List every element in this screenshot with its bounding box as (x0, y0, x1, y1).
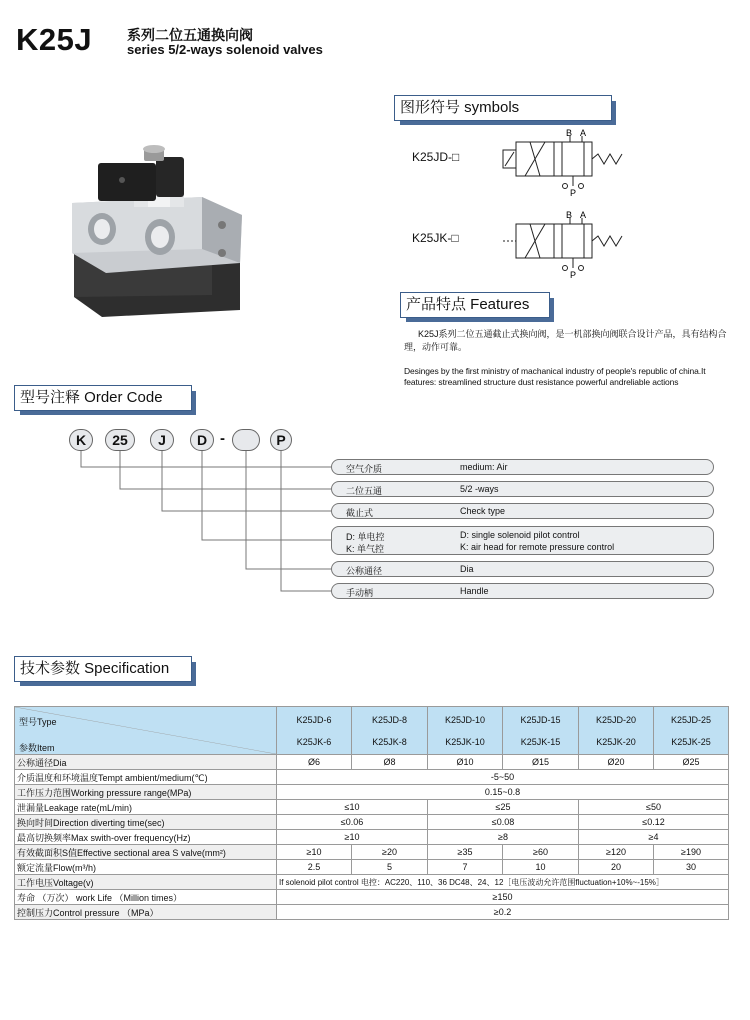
row-label: 有效截面积S值Effective sectional area S valve(mm²) (15, 845, 277, 860)
table-row (15, 890, 729, 905)
order-row-en: Handle (460, 586, 489, 596)
order-code-row-medium (331, 459, 714, 475)
table-cell: 10 (503, 860, 579, 875)
model-title: K25J (16, 22, 93, 57)
row-label: 最高切换频率Max swith-over frequency(Hz) (15, 830, 277, 845)
model-cell (503, 707, 579, 755)
table-row (15, 800, 729, 815)
order-code-row-control (331, 526, 714, 555)
order-row-cn: D: 单电控 (346, 532, 385, 542)
order-code-row-dia (331, 561, 714, 577)
row-label: 工作电压Voltage(v) (15, 875, 277, 890)
header-label-cell (15, 707, 277, 755)
order-code-25: 25 (105, 429, 135, 451)
table-row (15, 830, 729, 845)
symbol-jd-port-p: P (570, 188, 577, 198)
row-label: 泄漏量Leakage rate(mL/min) (15, 800, 277, 815)
symbol-jk-port-a: A (580, 210, 587, 220)
symbol-label-jk: K25JK-□ (412, 231, 459, 245)
header-type-label: 型号Type (19, 717, 57, 727)
table-cell: ≥4 (579, 830, 729, 845)
order-code-k: K (69, 429, 93, 451)
spec-heading: 技术参数 Specification (14, 656, 192, 682)
table-row (15, 845, 729, 860)
order-code-d: D (190, 429, 214, 451)
table-cell: ≥150 (277, 890, 729, 905)
order-row-cn: 空气介质 (346, 464, 383, 474)
table-cell: 7 (428, 860, 503, 875)
features-text-cn: K25J系列二位五通截止式换向阀，是一机部换向阀联合设计产品，具有结构合理，动作可靠。 (404, 329, 727, 352)
row-label: 公称通径Dia (15, 755, 277, 770)
model-jd: K25JD-10 (444, 714, 486, 725)
order-row-cn-2: K: 单气控 (346, 544, 385, 554)
table-cell: ≤25 (428, 800, 579, 815)
spec-heading-wrap (14, 656, 192, 682)
table-cell: ≥35 (428, 845, 503, 860)
symbol-jk-diagram (500, 210, 640, 280)
row-label: 介质温度和环境温度Tempt ambient/medium(℃) (15, 770, 277, 785)
symbol-jk-port-b: B (566, 210, 573, 220)
symbol-label-jd: K25JD-□ (412, 150, 460, 164)
table-row (15, 785, 729, 800)
table-cell: Ø6 (277, 755, 352, 770)
table-cell: Ø15 (503, 755, 579, 770)
order-code-dash: - (220, 430, 225, 447)
order-row-cn: 二位五通 (346, 486, 383, 496)
symbols-heading: 图形符号 symbols (394, 95, 612, 121)
table-cell: ≤10 (277, 800, 428, 815)
table-cell: ≤0.06 (277, 815, 428, 830)
table-cell: 0.15~0.8 (277, 785, 729, 800)
table-cell: If solenoid pilot control 电控：AC220、110、36 DC48、24、12［电压波动允许范围fluctuation+10%~-15%］ (277, 875, 729, 890)
table-cell: ≤0.08 (428, 815, 579, 830)
symbols-heading-wrap (394, 95, 612, 121)
table-cell: ≥60 (503, 845, 579, 860)
order-row-cn: 手动柄 (346, 588, 374, 598)
order-row-en: medium: Air (460, 462, 508, 472)
table-row (15, 905, 729, 920)
table-cell: 20 (579, 860, 654, 875)
specification-table (14, 706, 729, 920)
model-jk: K25JK-25 (671, 736, 711, 747)
table-cell: 30 (654, 860, 729, 875)
symbol-jd-diagram (500, 128, 640, 198)
row-label: 工作压力范围Working pressure range(MPa) (15, 785, 277, 800)
table-cell: ≥190 (654, 845, 729, 860)
symbol-jd-port-a: A (580, 128, 587, 138)
order-code-j: J (150, 429, 174, 451)
row-label: 寿命 （万次） work Life （Million times） (15, 890, 277, 905)
order-row-en: D: single solenoid pilot control (460, 530, 580, 540)
features-heading: 产品特点 Features (400, 292, 550, 318)
table-row (15, 860, 729, 875)
order-code-row-handle (331, 583, 714, 599)
table-cell: 5 (352, 860, 428, 875)
order-code-heading-wrap (14, 385, 192, 411)
row-label: 换向时间Direction diverting time(sec) (15, 815, 277, 830)
table-cell: ≥20 (352, 845, 428, 860)
symbol-jk-port-p: P (570, 270, 577, 280)
model-jd: K25JD-25 (670, 714, 712, 725)
order-row-en: Dia (460, 564, 474, 574)
model-jk: K25JK-10 (445, 736, 485, 747)
table-cell: ≥10 (277, 845, 352, 860)
order-row-cn: 公称通径 (346, 566, 383, 576)
model-cell (277, 707, 352, 755)
model-cell (654, 707, 729, 755)
order-row-en: Check type (460, 506, 506, 516)
table-cell: ≥0.2 (277, 905, 729, 920)
table-cell: -5~50 (277, 770, 729, 785)
table-cell: 2.5 (277, 860, 352, 875)
row-label: 控制压力Control pressure （MPa） (15, 905, 277, 920)
order-code-row-type (331, 503, 714, 519)
model-jd: K25JD-6 (296, 714, 332, 725)
features-heading-wrap (400, 292, 550, 318)
table-cell: ≤0.12 (579, 815, 729, 830)
title-chinese: 系列二位五通换向阀 (127, 27, 253, 43)
row-label: 额定流量Flow(m³/h) (15, 860, 277, 875)
header-item-label: 参数Item (19, 743, 55, 753)
table-cell: ≥8 (428, 830, 579, 845)
model-cell (579, 707, 654, 755)
table-row (15, 770, 729, 785)
model-cell (428, 707, 503, 755)
table-cell: Ø10 (428, 755, 503, 770)
order-row-en-2: K: air head for remote pressure control (460, 542, 615, 552)
valve-product-image (62, 145, 252, 325)
model-jk: K25JK-20 (596, 736, 636, 747)
model-jd: K25JD-8 (371, 714, 407, 725)
model-jd: K25JD-20 (595, 714, 637, 725)
model-cell (352, 707, 428, 755)
title-english: series 5/2-ways solenoid valves (127, 42, 323, 57)
order-code-dia-slot (232, 429, 260, 451)
table-cell: Ø8 (352, 755, 428, 770)
order-row-cn: 截止式 (346, 508, 374, 518)
features-text-en: Desinges by the first ministry of machanical industry of people's republic of china.It features: streamlined structure dust resistance powerful andreliable actions (404, 366, 706, 387)
symbol-jd-port-b: B (566, 128, 573, 138)
table-cell: Ø20 (579, 755, 654, 770)
order-code-heading: 型号注释 Order Code (14, 385, 192, 411)
model-jk: K25JK-6 (296, 736, 332, 747)
table-row (15, 875, 729, 890)
table-cell: ≤50 (579, 800, 729, 815)
table-cell: ≥120 (579, 845, 654, 860)
table-cell: ≥10 (277, 830, 428, 845)
order-row-en: 5/2 -ways (460, 484, 499, 494)
model-jd: K25JD-15 (520, 714, 561, 725)
table-cell: Ø25 (654, 755, 729, 770)
order-code-row-ways (331, 481, 714, 497)
model-jk: K25JK-15 (520, 736, 561, 747)
model-jk: K25JK-8 (372, 736, 407, 747)
table-row (15, 755, 729, 770)
order-code-p: P (270, 429, 292, 451)
table-row (15, 815, 729, 830)
